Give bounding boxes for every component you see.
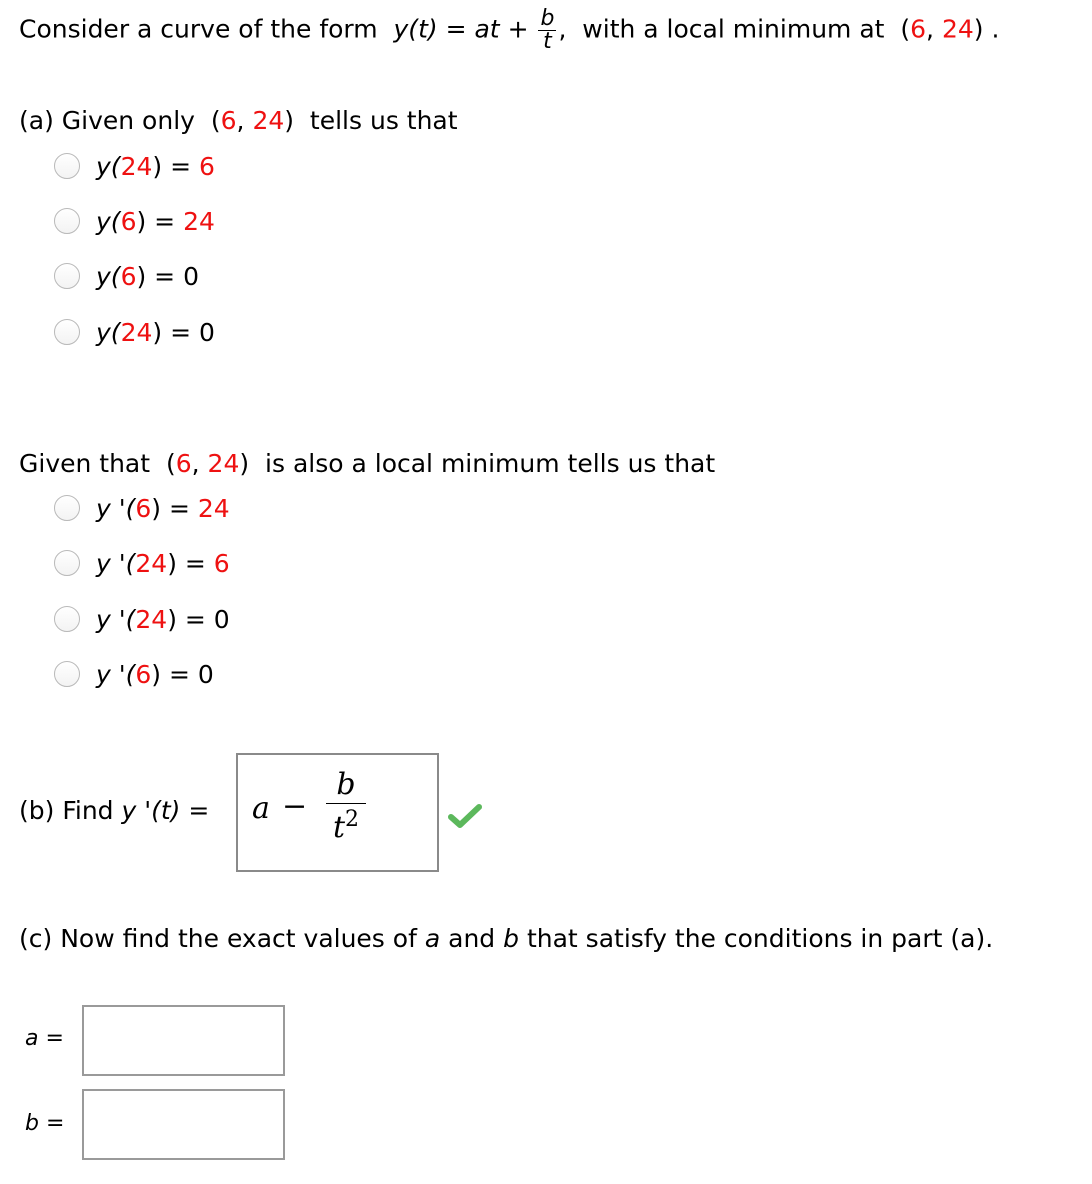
option-label xyxy=(96,494,230,523)
radio-button[interactable] xyxy=(54,550,80,576)
point-x: 6 xyxy=(220,106,237,135)
option-func: y '( xyxy=(96,659,136,689)
answer-minus: − xyxy=(282,789,308,824)
option-equals: = xyxy=(176,548,214,578)
b-equals: = xyxy=(45,1111,65,1136)
intro-comma: , xyxy=(558,14,567,44)
intro-frac-num: b xyxy=(540,6,555,31)
option-value: 0 xyxy=(213,604,230,634)
option-paren-close: ) xyxy=(136,206,147,236)
option-arg: 24 xyxy=(135,604,168,634)
intro-func: y(t) xyxy=(393,14,438,44)
option-label xyxy=(96,152,215,181)
intro-period: . xyxy=(991,14,1000,44)
part-c-and: and xyxy=(448,924,496,953)
part-a2-prompt xyxy=(19,449,715,478)
intro-fraction xyxy=(538,8,556,53)
problem-statement xyxy=(19,8,999,53)
option-arg: 6 xyxy=(135,659,152,689)
option-func: y '( xyxy=(96,604,136,634)
option-value: 0 xyxy=(198,317,215,347)
answer-den-exp: 2 xyxy=(345,807,360,832)
paren-open: ( xyxy=(210,106,221,135)
answer-den-base: t xyxy=(332,810,346,845)
part-a-option-2[interactable] xyxy=(54,206,215,236)
option-paren-close: ) xyxy=(167,604,177,634)
option-paren-close: ) xyxy=(136,261,147,291)
answer-fraction xyxy=(320,769,372,844)
intro-equals: = xyxy=(445,14,467,44)
option-arg: 6 xyxy=(120,206,137,236)
part-c-var-a: a xyxy=(424,924,441,953)
part-c-suffix: that satisfy the conditions in part (a). xyxy=(526,924,994,953)
a-input[interactable] xyxy=(82,1005,285,1076)
point-y: 24 xyxy=(941,14,974,44)
option-func: y '( xyxy=(96,493,136,523)
option-label xyxy=(96,207,215,236)
intro-term1: at xyxy=(474,14,500,44)
option-paren-close: ) xyxy=(151,659,162,689)
paren-open: ( xyxy=(165,449,176,478)
a-label xyxy=(25,1026,64,1051)
option-func: y( xyxy=(96,151,121,181)
intro-frac-den: t xyxy=(543,29,552,54)
option-arg: 24 xyxy=(120,151,153,181)
radio-button[interactable] xyxy=(54,606,80,632)
option-value: 6 xyxy=(198,151,215,181)
option-label xyxy=(96,318,215,347)
point-x: 6 xyxy=(175,449,192,478)
option-arg: 6 xyxy=(135,493,152,523)
option-func: y( xyxy=(96,206,121,236)
option-arg: 24 xyxy=(120,317,153,347)
option-func: y '( xyxy=(96,548,136,578)
option-arg: 24 xyxy=(135,548,168,578)
point-sep: , xyxy=(191,449,208,478)
option-label xyxy=(96,262,199,291)
part-a2-option-3[interactable] xyxy=(54,604,230,634)
option-equals: = xyxy=(161,659,198,689)
part-a2-option-1[interactable] xyxy=(54,493,230,523)
intro-suffix: with a local minimum at xyxy=(582,14,885,44)
part-c-prefix: (c) Now find the exact values of xyxy=(19,924,417,953)
part-a2-option-2[interactable] xyxy=(54,548,230,578)
option-value: 24 xyxy=(197,493,230,523)
point-sep: , xyxy=(236,106,253,135)
option-equals: = xyxy=(146,206,184,236)
correct-check-icon xyxy=(448,803,482,829)
part-a-prompt xyxy=(19,106,458,135)
part-b-equals: = xyxy=(188,796,210,825)
paren-close: ) xyxy=(973,14,984,44)
b-input[interactable] xyxy=(82,1089,285,1160)
part-c-prompt xyxy=(19,924,993,953)
part-a-option-1[interactable] xyxy=(54,151,215,181)
option-paren-close: ) xyxy=(167,548,177,578)
radio-button[interactable] xyxy=(54,319,80,345)
point-x: 6 xyxy=(910,14,927,44)
option-label xyxy=(96,660,214,689)
option-equals: = xyxy=(176,604,214,634)
option-equals: = xyxy=(162,317,199,347)
radio-button[interactable] xyxy=(54,208,80,234)
option-paren-close: ) xyxy=(152,151,163,181)
option-func: y( xyxy=(96,317,121,347)
option-value: 6 xyxy=(213,548,230,578)
intro-point xyxy=(900,15,983,44)
part-a-prefix: (a) Given only xyxy=(19,106,195,135)
answer-num: b xyxy=(336,767,356,802)
part-c-var-b: b xyxy=(503,924,519,953)
a-equals: = xyxy=(45,1026,64,1051)
part-b-prompt xyxy=(19,796,209,825)
derivative-answer-box[interactable] xyxy=(236,753,439,872)
radio-button[interactable] xyxy=(54,263,80,289)
radio-button[interactable] xyxy=(54,495,80,521)
part-a-option-4[interactable] xyxy=(54,317,215,347)
part-b-prefix: (b) Find xyxy=(19,796,114,825)
option-equals: = xyxy=(161,493,198,523)
option-value: 0 xyxy=(197,659,214,689)
option-equals: = xyxy=(146,261,184,291)
paren-close: ) xyxy=(284,106,295,135)
b-label xyxy=(25,1111,64,1136)
intro-prefix: Consider a curve of the form xyxy=(19,14,378,44)
option-equals: = xyxy=(162,151,199,181)
radio-button[interactable] xyxy=(54,153,80,179)
option-paren-close: ) xyxy=(151,493,162,523)
answer-den xyxy=(320,804,372,844)
point-y: 24 xyxy=(207,449,240,478)
intro-plus: + xyxy=(507,14,529,44)
option-func: y( xyxy=(96,261,121,291)
a-var: a xyxy=(25,1026,39,1051)
option-value: 0 xyxy=(183,261,199,291)
point-y: 24 xyxy=(252,106,285,135)
option-arg: 6 xyxy=(120,261,137,291)
option-paren-close: ) xyxy=(152,317,163,347)
point-sep: , xyxy=(926,14,934,44)
part-a-option-3[interactable] xyxy=(54,261,199,291)
option-label xyxy=(96,605,230,634)
radio-button[interactable] xyxy=(54,661,80,687)
paren-open: ( xyxy=(900,14,911,44)
b-var: b xyxy=(25,1111,39,1136)
part-a2-option-4[interactable] xyxy=(54,659,214,689)
answer-a: a xyxy=(252,791,270,826)
paren-close: ) xyxy=(239,449,250,478)
part-b-func: y '(t) xyxy=(121,796,181,825)
part-a2-suffix: is also a local minimum tells us that xyxy=(265,449,716,478)
part-a2-prefix: Given that xyxy=(19,449,151,478)
option-label xyxy=(96,549,230,578)
part-a-suffix: tells us that xyxy=(309,106,458,135)
option-value: 24 xyxy=(183,206,215,236)
